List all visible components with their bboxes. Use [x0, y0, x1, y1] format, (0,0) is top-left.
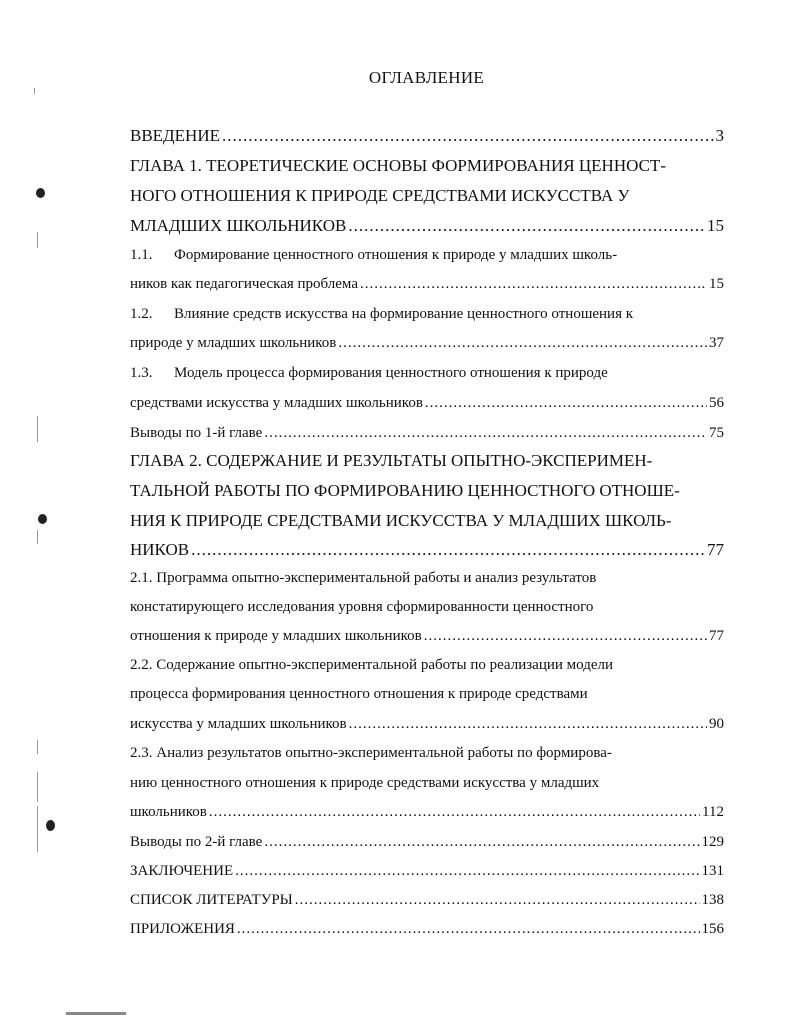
punch-hole-mark — [36, 188, 45, 198]
toc-entry-text: ЗАКЛЮЧЕНИЕ — [130, 863, 234, 879]
toc-section-1-3-line-1 — [130, 365, 724, 382]
toc-entry-appendix — [130, 921, 724, 938]
toc-entry-text: искусства у младших школьников — [130, 716, 347, 732]
scan-edge-mark — [66, 1012, 126, 1015]
toc-section-1-2-line-1 — [130, 306, 724, 323]
toc-page-number: 131 — [701, 863, 724, 879]
toc-page-number: 77 — [707, 540, 724, 559]
toc-section-2-2-line-3 — [130, 716, 724, 733]
toc-section-2-3-line-3 — [130, 804, 724, 821]
toc-section-1-3-line-2 — [130, 395, 724, 412]
toc-entry-text: ПРИЛОЖЕНИЯ — [130, 921, 235, 937]
toc-entry-references — [130, 892, 724, 909]
margin-line — [37, 772, 38, 802]
section-number: 1.3. — [130, 365, 153, 381]
section-number: 1.2. — [130, 306, 153, 322]
toc-page-number: 3 — [715, 126, 724, 145]
margin-line — [34, 88, 35, 94]
toc-chapter-1-line-1: ГЛАВА 1. ТЕОРЕТИЧЕСКИЕ ОСНОВЫ ФОРМИРОВАНИЯ ЦЕННОСТ- — [130, 156, 666, 175]
toc-chapter-1-line-2: НОГО ОТНОШЕНИЯ К ПРИРОДЕ СРЕДСТВАМИ ИСКУССТВА У — [130, 186, 630, 205]
margin-line — [37, 232, 38, 248]
toc-entry-text: природе у младших школьников — [130, 335, 337, 351]
toc-chapter-2-line-4 — [130, 540, 724, 560]
dot-leader — [191, 540, 705, 560]
toc-section-2-1-line-3 — [130, 628, 724, 645]
toc-page-number: 156 — [701, 921, 724, 937]
dot-leader — [349, 716, 707, 733]
dot-leader — [235, 863, 699, 880]
dot-leader — [360, 276, 700, 293]
section-number: 1.1. — [130, 247, 153, 263]
toc-page-number: 129 — [701, 834, 724, 850]
toc-page-number: . 15 — [701, 276, 724, 292]
toc-chapter-2-line-3: НИЯ К ПРИРОДЕ СРЕДСТВАМИ ИСКУССТВА У МЛАДШИХ ШКОЛЬ- — [130, 511, 672, 530]
toc-entry-text: ников как педагогическая проблема — [130, 276, 358, 292]
toc-page-number: 112 — [702, 804, 724, 820]
dot-leader — [424, 628, 707, 645]
toc-page-number: 138 — [701, 892, 724, 908]
toc-section-1-1-line-2 — [130, 276, 724, 293]
toc-entry-text: Формирование ценностного отношения к природе у младших школь- — [174, 247, 618, 263]
dot-leader — [264, 425, 707, 442]
toc-entry-text: Модель процесса формирования ценностного отношения к природе — [174, 365, 608, 381]
toc-page-number: 90 — [709, 716, 724, 732]
margin-line — [37, 530, 38, 544]
toc-section-2-2-line-1: 2.2. Содержание опытно-экспериментальной работы по реализации модели — [130, 657, 614, 673]
toc-section-2-3-line-1: 2.3. Анализ результатов опытно-экспериментальной работы по формирова- — [130, 745, 612, 761]
toc-entry-text: Выводы по 2-й главе — [130, 834, 263, 850]
toc-entry-text: МЛАДШИХ ШКОЛЬНИКОВ — [130, 216, 347, 235]
toc-section-1-2-line-2 — [130, 335, 724, 352]
toc-chapter-1-line-3 — [130, 216, 724, 236]
toc-entry-conclusion — [130, 863, 724, 880]
punch-hole-mark — [46, 820, 55, 831]
margin-line — [37, 740, 38, 754]
toc-section-1-1-line-1 — [130, 247, 724, 264]
dot-leader — [348, 216, 705, 236]
toc-page-number: 77 — [709, 628, 724, 644]
toc-entry-conclusions-1 — [130, 425, 724, 442]
dot-leader — [264, 834, 699, 851]
dot-leader — [338, 335, 707, 352]
toc-entry-text: НИКОВ — [130, 540, 190, 559]
toc-section-2-2-line-2: процесса формирования ценностного отношения к природе средствами — [130, 686, 588, 702]
toc-page-number: 37 — [709, 335, 724, 351]
toc-entry-text: СПИСОК ЛИТЕРАТУРЫ — [130, 892, 293, 908]
toc-chapter-2-line-2: ТАЛЬНОЙ РАБОТЫ ПО ФОРМИРОВАНИЮ ЦЕННОСТНОГО ОТНОШЕ- — [130, 481, 680, 500]
toc-section-2-3-line-2: нию ценностного отношения к природе средствами искусства у младших — [130, 775, 600, 791]
toc-entry-text: средствами искусства у младших школьников — [130, 395, 423, 411]
toc-page-number: 75 — [709, 425, 724, 441]
margin-line — [37, 416, 38, 442]
toc-entry-text: Выводы по 1-й главе — [130, 425, 263, 441]
toc-entry-text: отношения к природе у младших школьников — [130, 628, 422, 644]
toc-entry-intro — [130, 126, 724, 146]
toc-page-number: 56 — [709, 395, 724, 411]
toc-page-number: 15 — [707, 216, 724, 235]
toc-entry-text: школьников — [130, 804, 207, 820]
punch-hole-mark — [38, 514, 47, 524]
page-title: ОГЛАВЛЕНИЕ — [368, 68, 485, 87]
toc-chapter-2-line-1: ГЛАВА 2. СОДЕРЖАНИЕ И РЕЗУЛЬТАТЫ ОПЫТНО-ЭКСПЕРИМЕН- — [130, 451, 653, 470]
dot-leader — [295, 892, 700, 909]
toc-section-2-1-line-1: 2.1. Программа опытно-экспериментальной работы и анализ результатов — [130, 570, 597, 586]
dot-leader — [222, 126, 714, 146]
dot-leader — [209, 804, 700, 821]
toc-entry-text: Влияние средств искусства на формирование ценностного отношения к — [174, 306, 634, 322]
toc-entry-text: ВВЕДЕНИЕ — [130, 126, 220, 145]
toc-section-2-1-line-2: констатирующего исследования уровня сформированности ценностного — [130, 599, 594, 615]
margin-line — [37, 806, 38, 852]
toc-entry-conclusions-2 — [130, 834, 724, 851]
dot-leader — [425, 395, 707, 412]
dot-leader — [237, 921, 700, 938]
